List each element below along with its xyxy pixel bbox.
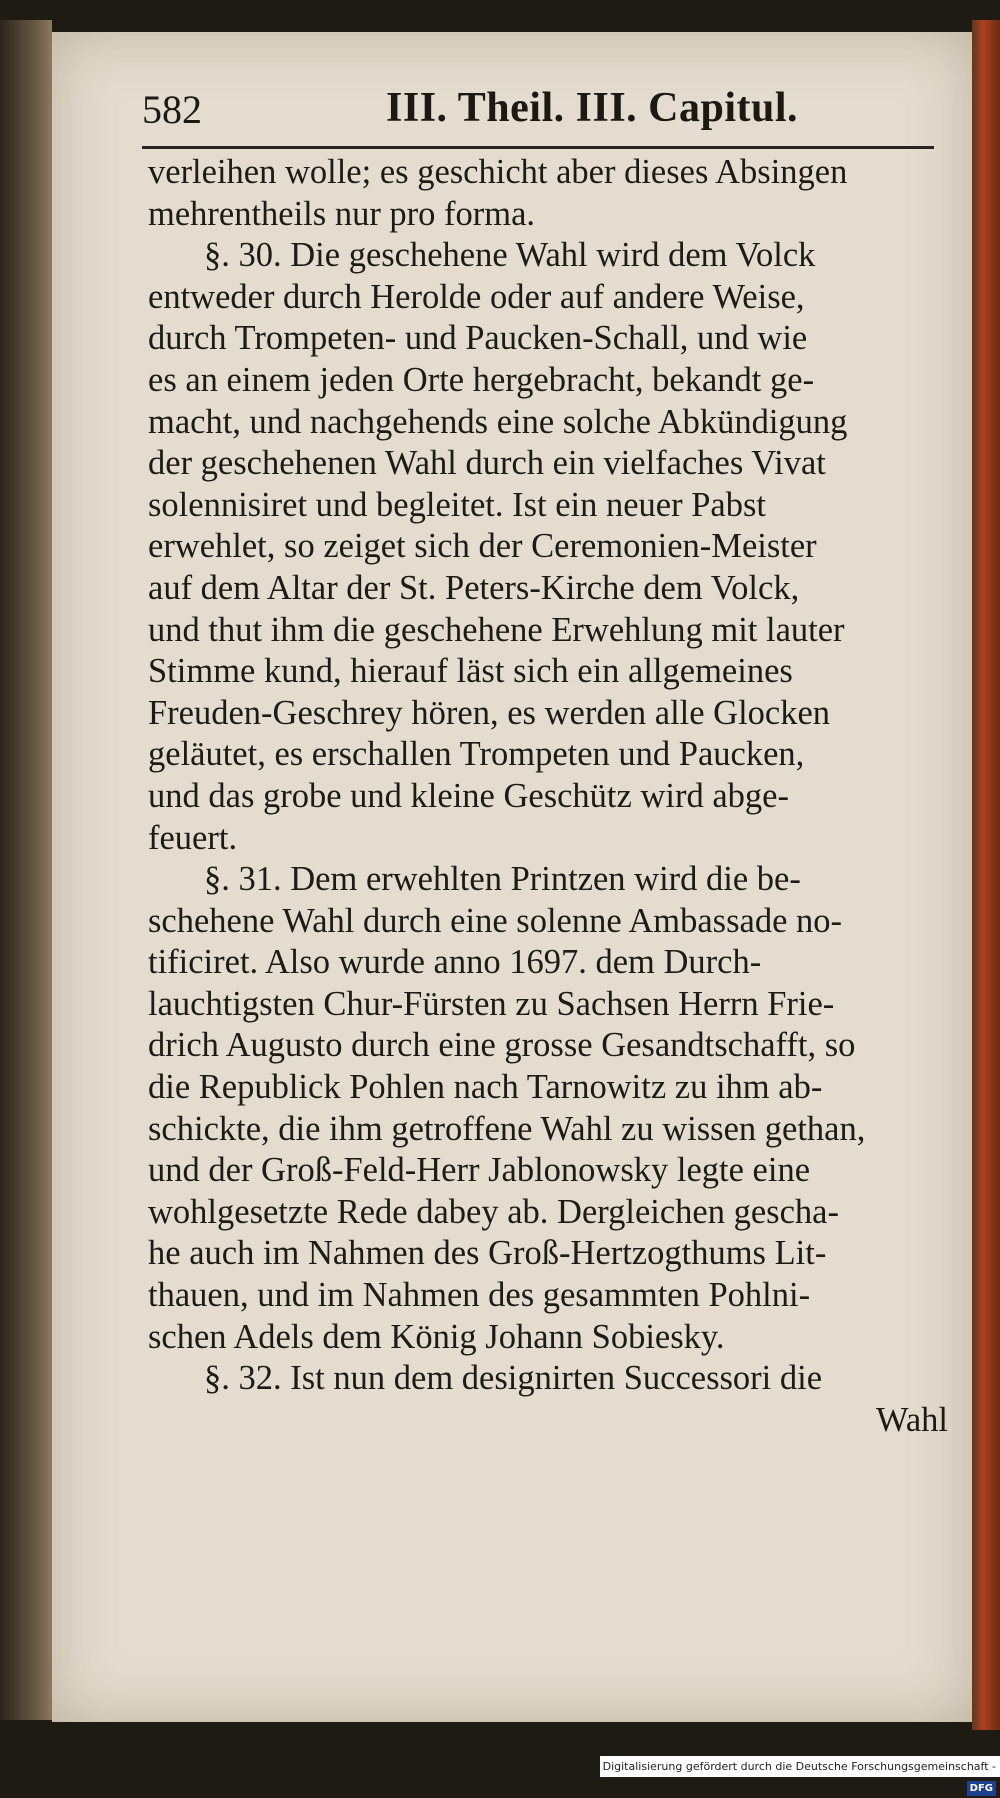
credit-text: Digitalisierung gefördert durch die Deutsche Forschungsgemeinschaft -: [602, 1760, 996, 1773]
catchword: Wahl: [876, 1400, 948, 1439]
text-line: Freuden-Geschrey hören, es werden alle Glocken: [148, 693, 831, 732]
text-line: und das grobe und kleine Geschütz wird abge-: [148, 776, 789, 815]
text-line: tificiret. Also wurde anno 1697. dem Durch-: [148, 943, 762, 982]
running-head: III. Theil. III. Capitul.: [386, 85, 799, 131]
text-line: schickte, die ihm getroffene Wahl zu wissen gethan,: [148, 1109, 866, 1148]
page-number: 582: [142, 87, 202, 132]
text-line: §. 32. Ist nun dem designirten Successori die: [204, 1359, 823, 1398]
text-line: und thut ihm die geschehene Erwehlung mit lauter: [148, 610, 845, 649]
text-line: der geschehenen Wahl durch ein vielfaches Vivat: [148, 444, 826, 483]
text-line: erwehlet, so zeiget sich der Ceremonien-Meister: [148, 527, 817, 566]
text-line: verleihen wolle; es geschicht aber dieses Absingen: [148, 153, 848, 191]
text-line: he auch im Nahmen des Groß-Hertzogthums Lit-: [148, 1234, 827, 1273]
text-line: geläutet, es erschallen Trompeten und Paucken,: [148, 735, 805, 774]
dfg-logo: DFG: [967, 1781, 996, 1796]
text-line: schen Adels dem König Johann Sobiesky.: [148, 1317, 725, 1356]
page-header: [142, 80, 934, 149]
body-text: [148, 152, 948, 1441]
text-line: solennisiret und begleitet. Ist ein neuer Pabst: [148, 485, 766, 524]
text-line: thauen, und im Nahmen des gesammten Pohlni-: [148, 1276, 811, 1315]
text-line: Stimme kund, hierauf läst sich ein allgemeines: [148, 652, 793, 691]
text-line: drich Augusto durch eine grosse Gesandtschafft, so: [148, 1026, 856, 1065]
text-line: §. 30. Die geschehene Wahl wird dem Volck: [204, 236, 816, 275]
text-line: auf dem Altar der St. Peters-Kirche dem Volck,: [148, 568, 800, 607]
text-line: macht, und nachgehends eine solche Abkündigung: [148, 402, 848, 441]
text-line: es an einem jeden Orte hergebracht, bekandt ge-: [148, 360, 815, 399]
text-line: §. 31. Dem erwehlten Printzen wird die be-: [204, 860, 801, 899]
digitization-credit: [600, 1756, 1000, 1794]
book-edge: [972, 20, 1000, 1730]
text-line: und der Groß-Feld-Herr Jablonowsky legte eine: [148, 1151, 811, 1190]
text-line: feuert.: [148, 818, 238, 857]
text-line: entweder durch Herolde oder auf andere Weise,: [148, 277, 805, 316]
text-line: die Republick Pohlen nach Tarnowitz zu ihm ab-: [148, 1068, 823, 1107]
text-line: wohlgesetzte Rede dabey ab. Dergleichen gescha-: [148, 1192, 839, 1231]
text-line: durch Trompeten- und Paucken-Schall, und wie: [148, 319, 808, 358]
text-line: schehene Wahl durch eine solenne Ambassade no-: [148, 901, 843, 940]
text-line: mehrentheils nur pro forma.: [148, 194, 536, 233]
text-line: lauchtigsten Chur-Fürsten zu Sachsen Herrn Frie-: [148, 984, 835, 1023]
book-gutter: [0, 20, 52, 1720]
